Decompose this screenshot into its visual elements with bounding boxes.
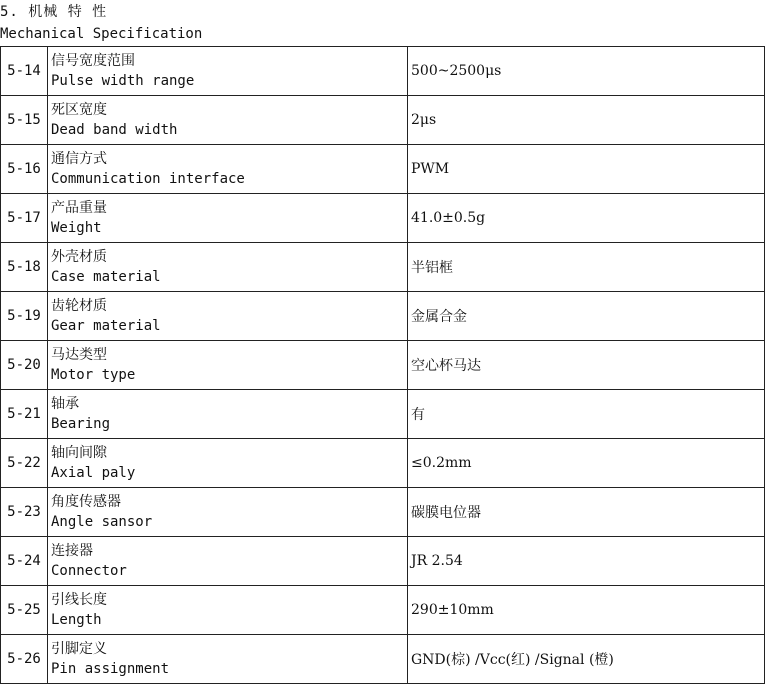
item-value: 半铝框 <box>408 243 765 292</box>
table-row <box>1 537 765 586</box>
table-row <box>1 439 765 488</box>
item-name-cn: 引线长度 <box>51 592 107 608</box>
item-name-en: Bearing <box>51 416 111 432</box>
item-name-cn: 齿轮材质 <box>51 298 107 314</box>
row-number: 5-19 <box>1 292 48 341</box>
row-number: 5-23 <box>1 488 48 537</box>
item-cell <box>48 488 408 537</box>
item-name-en: Angle sansor <box>51 514 153 530</box>
item-name-en: Pin assignment <box>51 661 170 677</box>
item-name-cn: 连接器 <box>51 543 93 559</box>
table-row <box>1 635 765 684</box>
table-row <box>1 145 765 194</box>
row-number: 5-18 <box>1 243 48 292</box>
item-cell <box>48 586 408 635</box>
item-cell <box>48 243 408 292</box>
item-name-cn: 产品重量 <box>51 200 107 216</box>
item-cell <box>48 439 408 488</box>
item-cell <box>48 194 408 243</box>
row-number: 5-15 <box>1 96 48 145</box>
item-value: ≤0.2mm <box>408 439 765 488</box>
row-number: 5-22 <box>1 439 48 488</box>
item-name-en: Case material <box>51 269 161 285</box>
item-value: 碳膜电位器 <box>408 488 765 537</box>
table-row <box>1 292 765 341</box>
item-cell <box>48 96 408 145</box>
row-number: 5-24 <box>1 537 48 586</box>
item-value: 有 <box>408 390 765 439</box>
row-number: 5-14 <box>1 47 48 96</box>
item-cell <box>48 390 408 439</box>
item-value: 500~2500μs <box>408 47 765 96</box>
row-number: 5-20 <box>1 341 48 390</box>
spec-table-body <box>1 47 765 684</box>
item-value: 290±10mm <box>408 586 765 635</box>
section-title-cn: 5. 机械 特 性 <box>0 4 108 20</box>
item-name-en: Gear material <box>51 318 161 334</box>
section-title-en: Mechanical Specification <box>0 26 203 42</box>
item-value: 金属合金 <box>408 292 765 341</box>
item-name-cn: 信号宽度范围 <box>51 53 135 69</box>
item-name-en: Motor type <box>51 367 136 383</box>
table-row <box>1 47 765 96</box>
table-row <box>1 243 765 292</box>
item-value: 2μs <box>408 96 765 145</box>
item-name-cn: 角度传感器 <box>51 494 121 510</box>
item-name-cn: 通信方式 <box>51 151 107 167</box>
item-name-en: Axial paly <box>51 465 136 481</box>
item-name-cn: 死区宽度 <box>51 102 107 118</box>
item-value: 41.0±0.5g <box>408 194 765 243</box>
item-name-en: Length <box>51 612 102 628</box>
item-name-cn: 马达类型 <box>51 347 107 363</box>
item-cell <box>48 292 408 341</box>
table-row <box>1 341 765 390</box>
item-name-cn: 引脚定义 <box>51 641 107 657</box>
item-cell <box>48 635 408 684</box>
item-cell <box>48 145 408 194</box>
item-value: GND(棕) /Vcc(红) /Signal (橙) <box>408 635 765 684</box>
item-value: JR 2.54 <box>408 537 765 586</box>
row-number: 5-26 <box>1 635 48 684</box>
item-name-cn: 外壳材质 <box>51 249 107 265</box>
item-name-en: Pulse width range <box>51 73 195 89</box>
item-name-en: Communication interface <box>51 171 245 187</box>
table-row <box>1 488 765 537</box>
item-cell <box>48 47 408 96</box>
spec-table <box>0 46 765 684</box>
item-cell <box>48 341 408 390</box>
row-number: 5-25 <box>1 586 48 635</box>
table-row <box>1 390 765 439</box>
item-name-cn: 轴向间隙 <box>51 445 107 461</box>
item-cell <box>48 537 408 586</box>
item-name-en: Dead band width <box>51 122 178 138</box>
row-number: 5-16 <box>1 145 48 194</box>
row-number: 5-21 <box>1 390 48 439</box>
item-value: PWM <box>408 145 765 194</box>
table-row <box>1 194 765 243</box>
row-number: 5-17 <box>1 194 48 243</box>
item-name-en: Weight <box>51 220 102 236</box>
table-row <box>1 96 765 145</box>
item-name-en: Connector <box>51 563 127 579</box>
item-name-cn: 轴承 <box>51 396 79 412</box>
item-value: 空心杯马达 <box>408 341 765 390</box>
table-row <box>1 586 765 635</box>
